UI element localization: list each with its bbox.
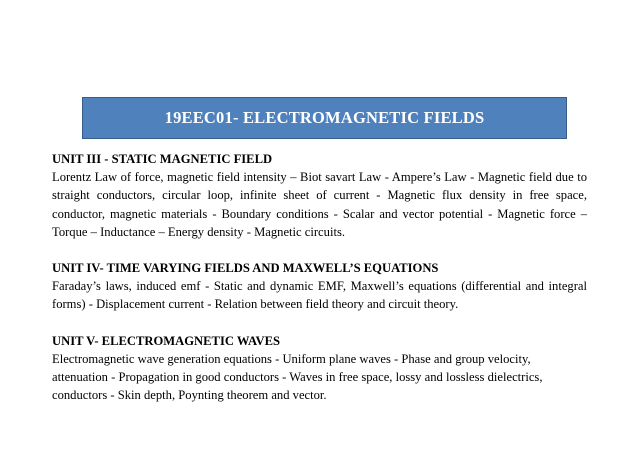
unit-3-heading: UNIT III - STATIC MAGNETIC FIELD — [52, 152, 273, 166]
unit-5-body: Electromagnetic wave generation equations - Uniform plane waves - Phase and group velocity, attenuation - Propagation in good conductors - Waves in free space, lossy and lossless dielectrics, conductors - Skin depth, Poynting theorem and vector. — [52, 351, 543, 403]
slide-title: 19EEC01- ELECTROMAGNETIC FIELDS — [164, 108, 485, 127]
syllabus-content — [52, 150, 587, 422]
unit-4-body: Faraday’s laws, induced emf - Static and dynamic EMF, Maxwell’s equations (differential and integral forms) - Displacement current - Relation between field theory and circuit theory. — [52, 279, 587, 312]
unit-4-heading: UNIT IV- TIME VARYING FIELDS AND MAXWELL’S EQUATIONS — [52, 261, 439, 276]
unit-5-heading: UNIT V- ELECTROMAGNETIC WAVES — [52, 333, 281, 348]
unit-3-section — [52, 150, 587, 241]
title-banner — [82, 97, 567, 139]
unit-5-section — [52, 332, 587, 405]
unit-4-section — [52, 259, 587, 314]
unit-3-body: Lorentz Law of force, magnetic field intensity – Biot savart Law - Ampere’s Law - Magnetic field due to straight conductors, circular loop, infinite sheet of current - Magnetic flux density in free space, conductor, magnetic materials - Boundary conditions - Scalar and vector potential - Magnetic force – Torque – Inductance – Energy density - Magnetic circuits. — [52, 170, 587, 239]
